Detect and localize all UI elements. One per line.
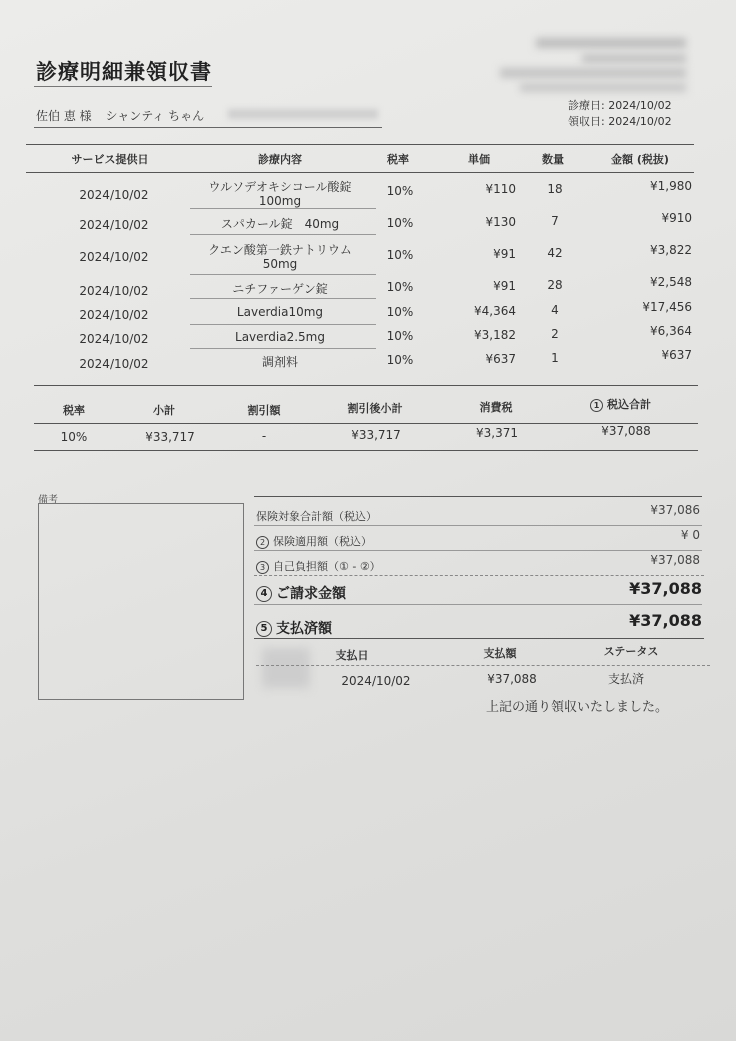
clinic-info-redacted (500, 68, 686, 78)
tax-col-rate: 税率 (63, 404, 85, 417)
payment-dashed-rule (256, 665, 710, 666)
cell-quantity: 1 (551, 351, 559, 365)
cell-quantity: 28 (547, 278, 563, 292)
billing-value: ¥37,088 (629, 579, 702, 598)
cell-date: 2024/10/02 (79, 218, 149, 232)
circled-marker: 2 (256, 536, 269, 549)
cell-content-sub: 100mg (258, 194, 302, 208)
col-header-amount: 金額 (税抜) (611, 153, 669, 166)
summary-row-rule (254, 604, 702, 605)
patient-line (36, 107, 214, 124)
cell-unit-price: ¥110 (485, 182, 516, 196)
payment-status-value: 支払済 (607, 672, 644, 686)
summary-bottom-rule (254, 638, 704, 639)
payment-col-status: ステータス (603, 645, 659, 658)
cell-amount: ¥637 (661, 348, 692, 362)
row-rule (190, 324, 376, 325)
date-block (568, 98, 672, 130)
patient-name: 佐伯 恵 様 (36, 109, 92, 123)
col-header-tax-rate: 税率 (387, 153, 409, 166)
summary-dashed-rule (254, 575, 704, 576)
table-header-rule (26, 172, 694, 173)
payment-amount-value: ¥37,088 (487, 672, 537, 686)
closing-statement: 上記の通り領収いたしました。 (486, 700, 669, 715)
insurance-applied-row (256, 533, 372, 549)
insurance-applied-value: ¥ 0 (680, 528, 700, 542)
cell-date: 2024/10/02 (79, 308, 149, 322)
cell-unit-price: ¥3,182 (474, 328, 516, 342)
cell-content-sub: 50mg (262, 257, 298, 271)
subtotal-value: ¥33,717 (145, 430, 195, 444)
cell-content: Laverdia10mg (236, 305, 324, 319)
cell-content: 調剤料 (261, 355, 298, 369)
col-header-content: 診療内容 (258, 153, 302, 166)
clinic-info-redacted (520, 83, 686, 92)
cell-unit-price: ¥130 (485, 215, 516, 229)
summary-row-rule (254, 550, 702, 551)
cell-date: 2024/10/02 (79, 250, 149, 264)
cell-tax: 10% (386, 280, 414, 294)
self-pay-value: ¥37,088 (650, 553, 700, 567)
tax-col-tax: 消費税 (479, 401, 513, 414)
col-header-service-date: サービス提供日 (71, 153, 149, 166)
cell-date: 2024/10/02 (79, 332, 149, 346)
consultation-date: 診療日: 2024/10/02 (568, 99, 672, 112)
payment-method-redacted (262, 648, 310, 688)
col-header-quantity: 数量 (542, 153, 564, 166)
billing-label: ご請求金額 (276, 586, 346, 602)
insurance-target-value: ¥37,086 (650, 503, 700, 517)
payment-col-amount: 支払額 (483, 647, 517, 660)
self-pay-row (256, 558, 381, 574)
cell-amount: ¥2,548 (650, 275, 692, 289)
tax-bottom-rule (34, 450, 698, 451)
summary-row-rule (254, 525, 702, 526)
cell-quantity: 18 (547, 182, 563, 196)
cell-quantity: 2 (551, 327, 559, 341)
circled-marker: 5 (256, 621, 272, 637)
cell-amount: ¥1,980 (650, 179, 692, 193)
cell-date: 2024/10/02 (79, 284, 149, 298)
cell-quantity: 42 (547, 246, 563, 260)
remarks-box (38, 503, 244, 700)
discount-value: - (261, 429, 267, 443)
row-rule (190, 348, 376, 349)
clinic-info-redacted (536, 38, 686, 48)
table-top-rule (26, 144, 694, 145)
circled-marker: 4 (256, 586, 272, 602)
paid-value: ¥37,088 (629, 611, 702, 630)
tax-col-discount: 割引額 (247, 404, 281, 417)
cell-content: ニチファーゲン錠 (232, 282, 328, 296)
cell-tax: 10% (386, 248, 414, 262)
after-discount-value: ¥33,717 (351, 428, 401, 442)
cell-tax: 10% (386, 184, 414, 198)
cell-unit-price: ¥637 (485, 352, 516, 366)
cell-quantity: 7 (551, 214, 559, 228)
billing-row (256, 583, 346, 603)
payment-col-date: 支払日 (335, 649, 369, 662)
tax-col-total-label: 税込合計 (607, 398, 651, 411)
row-rule (190, 208, 376, 209)
cell-unit-price: ¥4,364 (474, 304, 516, 318)
tax-rate-value: 10% (60, 430, 88, 444)
document-title: 診療明細兼領収書 (36, 60, 212, 84)
cell-date: 2024/10/02 (79, 188, 149, 202)
cell-content: ウルソデオキシコール酸錠 (208, 180, 352, 194)
summary-top-rule (254, 496, 702, 497)
insurance-target-label: 保険対象合計額（税込） (256, 510, 377, 523)
receipt-date: 領収日: 2024/10/02 (568, 115, 672, 128)
insurance-applied-label: 保険適用額（税込） (273, 535, 372, 548)
paid-label: 支払済額 (276, 621, 332, 637)
row-rule (190, 274, 376, 275)
cell-tax: 10% (386, 216, 414, 230)
patient-underline (34, 127, 382, 128)
remarks-label: 備考 (38, 495, 58, 506)
clinic-info-redacted (582, 54, 686, 63)
circled-marker: 1 (590, 399, 603, 412)
col-header-unit-price: 単価 (468, 153, 490, 166)
cell-unit-price: ¥91 (493, 279, 516, 293)
cell-amount: ¥17,456 (642, 300, 692, 314)
cell-tax: 10% (386, 329, 414, 343)
paid-row (256, 618, 332, 638)
row-rule (190, 298, 376, 299)
cell-content: Laverdia2.5mg (235, 330, 325, 344)
pet-name: シャンティ ちゃん (105, 109, 205, 123)
patient-info-redacted (228, 109, 378, 119)
tax-total-value: ¥37,088 (601, 424, 651, 438)
tax-col-after-discount: 割引後小計 (347, 402, 403, 415)
row-rule (190, 234, 376, 235)
tax-col-subtotal: 小計 (153, 404, 175, 417)
self-pay-label: 自己負担額（① - ②） (273, 560, 381, 573)
cell-amount: ¥910 (661, 211, 692, 225)
payment-date-value: 2024/10/02 (341, 674, 411, 688)
consumption-tax-value: ¥3,371 (476, 426, 518, 440)
circled-marker: 3 (256, 561, 269, 574)
cell-content: クエン酸第一鉄ナトリウム (208, 243, 352, 257)
cell-content: スパカール錠 40mg (220, 217, 340, 231)
cell-tax: 10% (386, 353, 414, 367)
table-bottom-rule (34, 385, 698, 386)
cell-date: 2024/10/02 (79, 357, 149, 371)
cell-amount: ¥6,364 (650, 324, 692, 338)
cell-tax: 10% (386, 305, 414, 319)
title-underline (34, 86, 212, 87)
tax-col-total (590, 396, 680, 412)
cell-quantity: 4 (551, 303, 559, 317)
cell-unit-price: ¥91 (493, 247, 516, 261)
cell-amount: ¥3,822 (650, 243, 692, 257)
